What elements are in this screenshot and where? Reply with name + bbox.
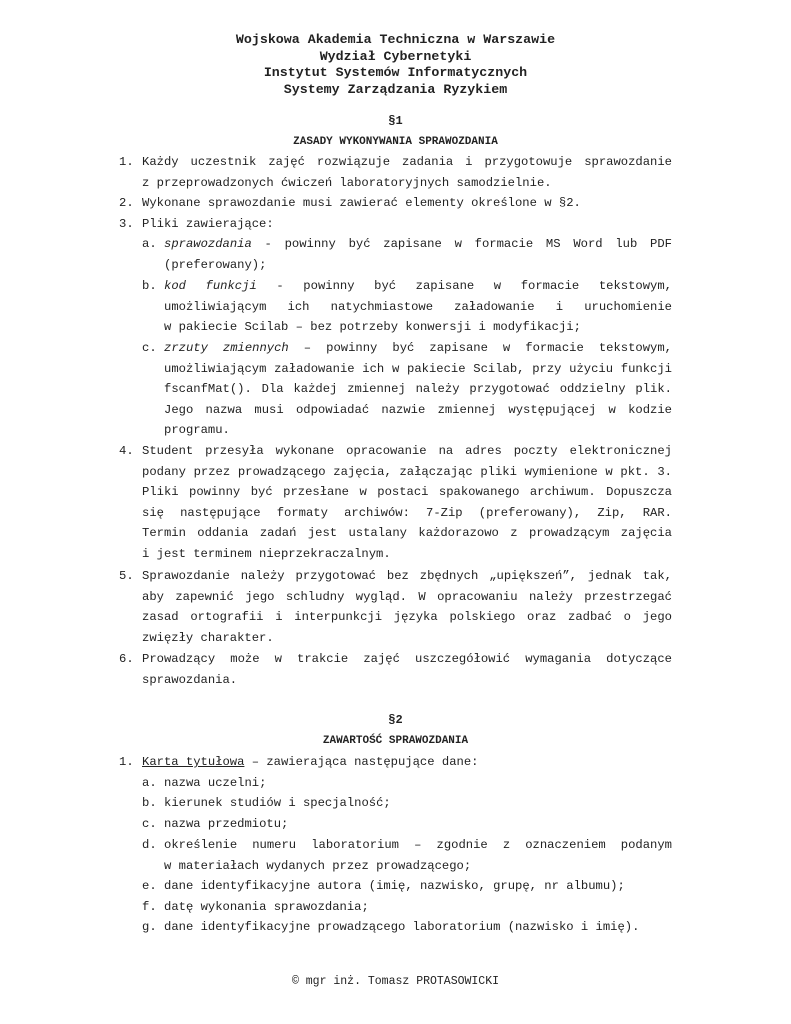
s2-sub-b-marker: b. xyxy=(142,796,157,810)
section1-title: ZASADY WYKONYWANIA SPRAWOZDANIA xyxy=(293,136,498,148)
s1-item3a-text: sprawozdania - powinny być zapisane w formacie MS Word lub PDF (preferowany); xyxy=(164,237,672,272)
s2-sub-g-marker: g. xyxy=(142,920,157,934)
s2-sub-f-marker: f. xyxy=(142,900,157,914)
s1-item3c-marker: c. xyxy=(142,341,157,355)
s1-item6-text: Prowadzący może w trakcie zajęć uszczegółowić wymagania dotyczące sprawozdania. xyxy=(142,652,672,687)
section1-number: §1 xyxy=(388,114,403,128)
s2-sub-f-text: datę wykonania sprawozdania; xyxy=(164,900,369,914)
s2-sub-c-marker: c. xyxy=(142,817,157,831)
s1-item3c-text: zrzuty zmiennych – powinny być zapisane w formacie tekstowym, umożliwiającym załadowanie ich w pakiecie Scilab, przy użyciu funkcji fscanfMat(). Dla każdej zmiennej należy przygotować oddzielny plik. Jego nazwa musi odpowiadać nazwie zmiennej występującej w kodzie programu. xyxy=(164,341,672,438)
header-line-course: Systemy Zarządzania Ryzykiem xyxy=(283,81,508,97)
s1-item4-marker: 4. xyxy=(119,444,134,458)
s1-item2-marker: 2. xyxy=(119,196,134,210)
section2-number: §2 xyxy=(388,713,403,727)
s1-item3b-marker: b. xyxy=(142,279,157,293)
header-line-faculty: Wydział Cybernetyki xyxy=(319,48,472,64)
s2-sub-e-text: dane identyfikacyjne autora (imię, nazwisko, grupę, nr albumu); xyxy=(164,879,625,893)
s2-item1-text: Karta tytułowa – zawierająca następujące dane: xyxy=(142,755,479,769)
s1-item1-text: Każdy uczestnik zajęć rozwiązuje zadania i przygotowuje sprawozdanie z przeprowadzonych ćwiczeń laboratoryjnych samodzielnie. xyxy=(142,155,672,190)
s1-item3b-text: kod funkcji - powinny być zapisane w formacie tekstowym, umożliwiającym ich natychmiastowe załadowanie i uruchomienie w pakiecie Scilab – bez potrzeby konwersji i modyfikacji; xyxy=(164,279,672,335)
s2-sub-a-marker: a. xyxy=(142,776,157,790)
s1-item3-marker: 3. xyxy=(119,217,134,231)
term-zrzuty-zmiennych: zrzuty zmiennych xyxy=(164,341,289,355)
s1-item5-marker: 5. xyxy=(119,569,134,583)
s1-item4-text: Student przesyła wykonane opracowanie na adres poczty elektronicznej podany przez prowadzącego zajęcia, załączając pliki wymienione w pkt. 3. Pliki powinny być przesłane w postaci spakowanego archiwum. Dopuszcza się następujące formaty archiwów: 7-Zip (preferowany), Zip, RAR. Termin oddania zadań jest ustalany każdorazowo z prowadzącym zajęcia i jest terminem nieprzekraczalnym. xyxy=(142,444,672,561)
s2-item1-marker: 1. xyxy=(119,755,134,769)
s2-sub-g-text: dane identyfikacyjne prowadzącego laboratorium (nazwisko i imię). xyxy=(164,920,640,934)
s2-sub-c-text: nazwa przedmiotu; xyxy=(164,817,289,831)
header-line-institute: Instytut Systemów Informatycznych xyxy=(263,65,528,80)
term-sprawozdania: sprawozdania xyxy=(164,237,252,251)
s2-sub-b-text: kierunek studiów i specjalność; xyxy=(164,796,391,810)
s1-item1-marker: 1. xyxy=(119,155,134,169)
page-footer: © mgr inż. Tomasz PROTASOWICKI xyxy=(291,975,500,988)
header-line-university: Wojskowa Akademia Techniczna w Warszawie xyxy=(235,32,556,47)
s2-sub-d-marker: d. xyxy=(142,838,157,852)
section2-title: ZAWARTOŚĆ SPRAWOZDANIA xyxy=(322,735,469,747)
s1-item2-text: Wykonane sprawozdanie musi zawierać elementy określone w §2. xyxy=(142,196,581,210)
s2-sub-e-marker: e. xyxy=(142,879,157,893)
term-karta-tytulowa: Karta tytułowa xyxy=(142,755,245,769)
s1-item3-text: Pliki zawierające: xyxy=(142,217,274,231)
s2-sub-a-text: nazwa uczelni; xyxy=(164,776,267,790)
s1-item5-text: Sprawozdanie należy przygotować bez zbędnych „upiększeń”, jednak tak, aby zapewnić jego schludny wygląd. W opracowaniu należy przestrzegać zasad ortografii i interpunkcji języka polskiego oraz zadbać o jego zwięzły charakter. xyxy=(142,569,672,645)
s1-item6-marker: 6. xyxy=(119,652,134,666)
s1-item3a-marker: a. xyxy=(142,237,157,251)
s2-sub-d-text: określenie numeru laboratorium – zgodnie z oznaczeniem podanym w materiałach wydanych przez prowadzącego; xyxy=(164,838,672,873)
document-header xyxy=(0,32,791,98)
term-kod-funkcji: kod funkcji xyxy=(164,279,257,293)
